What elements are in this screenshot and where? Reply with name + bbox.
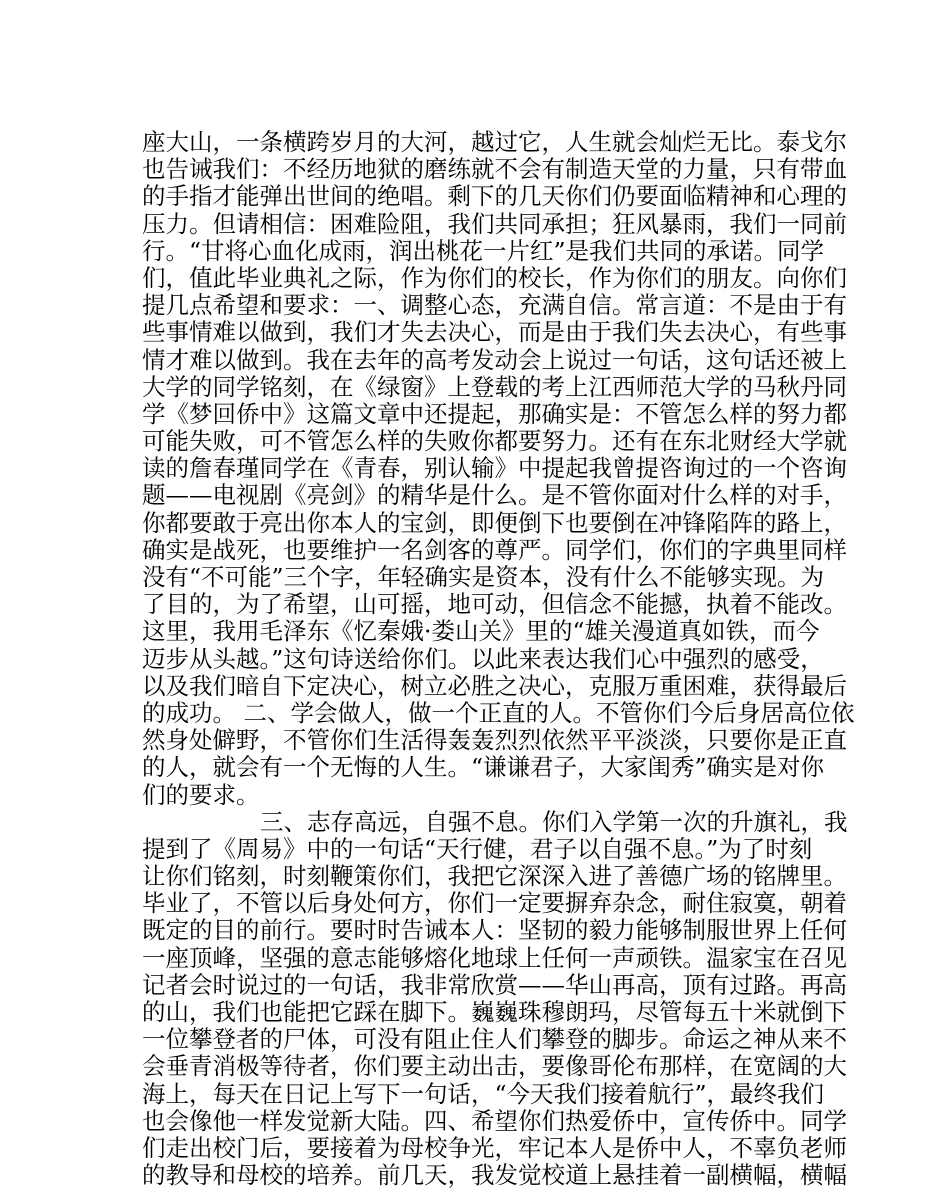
text-line: 的成功。 二、学会做人，做一个正直的人。不管你们今后身居高位依 bbox=[142, 698, 855, 727]
text-line: 的人，就会有一个无悔的人生。“谦谦君子，大家闺秀”确实是对你 bbox=[142, 753, 825, 782]
text-line: 记者会时说过的一句话，我非常欣赏——华山再高，顶有过路。再高 bbox=[142, 970, 847, 999]
text-line: 一座顶峰，坚强的意志能够熔化地球上任何一声顽铁。温家宝在召见 bbox=[142, 943, 847, 972]
body-text bbox=[142, 128, 855, 1189]
text-line: 学《梦回侨中》这篇文章中还提起，那确实是：不管怎么样的努力都 bbox=[142, 399, 847, 428]
text-line: 的教导和母校的培养。前几天，我发觉校道上悬挂着一副横幅，横幅 bbox=[142, 1161, 847, 1189]
text-line: 了目的，为了希望，山可摇，地可动，但信念不能撼，执着不能改。 bbox=[142, 590, 847, 619]
text-line: 海上，每天在日记上写下一句话，“今天我们接着航行”，最终我们 bbox=[142, 1079, 825, 1108]
text-line: 些事情难以做到，我们才失去决心，而是由于我们失去决心，有些事 bbox=[142, 318, 847, 347]
text-line: 以及我们暗自下定决心，树立必胜之决心，克服万重困难，获得最后 bbox=[142, 671, 847, 700]
text-line: 读的詹春瑾同学在《青春，别认输》中提起我曾提咨询过的一个咨询 bbox=[142, 454, 847, 483]
text-line: 们，值此毕业典礼之际，作为你们的校长，作为你们的朋友。向你们 bbox=[142, 263, 847, 292]
text-line: 的山，我们也能把它踩在脚下。巍巍珠穆朗玛，尽管每五十米就倒下 bbox=[142, 998, 847, 1026]
text-line: 行。“甘将心血化成雨，润出桃花一片红”是我们共同的承诺。同学 bbox=[142, 236, 825, 265]
text-line: 的手指才能弹出世间的绝唱。剩下的几天你们仍要面临精神和心理的 bbox=[142, 182, 847, 211]
indented-text: 三、志存高远，自强不息。你们入学第一次的升旗礼，我 bbox=[260, 807, 848, 836]
text-line: 们的要求。 bbox=[142, 780, 260, 809]
text-line: 确实是战死，也要维护一名剑客的尊严。同学们，你们的字典里同样 bbox=[142, 535, 847, 564]
text-line: 压力。但请相信：困难险阻，我们共同承担；狂风暴雨，我们一同前 bbox=[142, 209, 847, 238]
text-line: 提到了《周易》中的一句话“天行健，君子以自强不息。”为了时刻 bbox=[142, 834, 813, 863]
text-line: 题——电视剧《亮剑》的精华是什么。是不管你面对什么样的对手， bbox=[142, 481, 847, 510]
text-line: 迈步从头越。”这句诗送给你们。以此来表达我们心中强烈的感受， bbox=[142, 644, 824, 673]
text-line: 也会像他一样发觉新大陆。四、希望你们热爱侨中，宣传侨中。同学 bbox=[142, 1106, 847, 1135]
text-line: 让你们铭刻，时刻鞭策你们，我把它深深入进了善德广场的铭牌里。 bbox=[142, 862, 847, 891]
text-line: 提几点希望和要求：一、调整心态，充满自信。常言道：不是由于有 bbox=[142, 291, 847, 320]
text-line: 可能失败，可不管怎么样的失败你都要努力。还有在东北财经大学就 bbox=[142, 427, 847, 456]
text-line: 大学的同学铭刻，在《绿窗》上登载的考上江西师范大学的马秋丹同 bbox=[142, 372, 847, 401]
text-line: 这里，我用毛泽东《忆秦娥·娄山关》里的“雄关漫道真如铁，而今 bbox=[142, 617, 820, 646]
text-line: 们走出校门后，要接着为母校争光，牢记本人是侨中人，不辜负老师 bbox=[142, 1133, 847, 1162]
text-line: 毕业了，不管以后身处何方，你们一定要摒弃杂念，耐住寂寞，朝着 bbox=[142, 889, 847, 918]
text-line: 既定的目的前行。要时时告诫本人：坚韧的毅力能够制服世界上任何 bbox=[142, 916, 847, 945]
indented-line bbox=[142, 807, 848, 836]
text-line: 会垂青消极等待者，你们要主动出击，要像哥伦布那样，在宽阔的大 bbox=[142, 1052, 847, 1081]
text-line: 一位攀登者的尸体，可没有阻止住人们攀登的脚步。命运之神从来不 bbox=[142, 1025, 847, 1054]
text-line: 座大山，一条横跨岁月的大河，越过它，人生就会灿烂无比。泰戈尔 bbox=[142, 128, 847, 156]
text-line: 没有“不可能”三个字，年轻确实是资本，没有什么不能够实现。为 bbox=[142, 563, 825, 591]
text-line: 然身处僻野，不管你们生活得轰轰烈烈依然平平淡淡，只要你是正直 bbox=[142, 726, 847, 755]
text-line: 也告诫我们：不经历地狱的磨练就不会有制造天堂的力量，只有带血 bbox=[142, 155, 847, 184]
text-line: 情才难以做到。我在去年的高考发动会上说过一句话，这句话还被上 bbox=[142, 345, 847, 374]
text-line: 你都要敢于亮出你本人的宝剑，即便倒下也要倒在冲锋陷阵的路上， bbox=[142, 508, 847, 537]
